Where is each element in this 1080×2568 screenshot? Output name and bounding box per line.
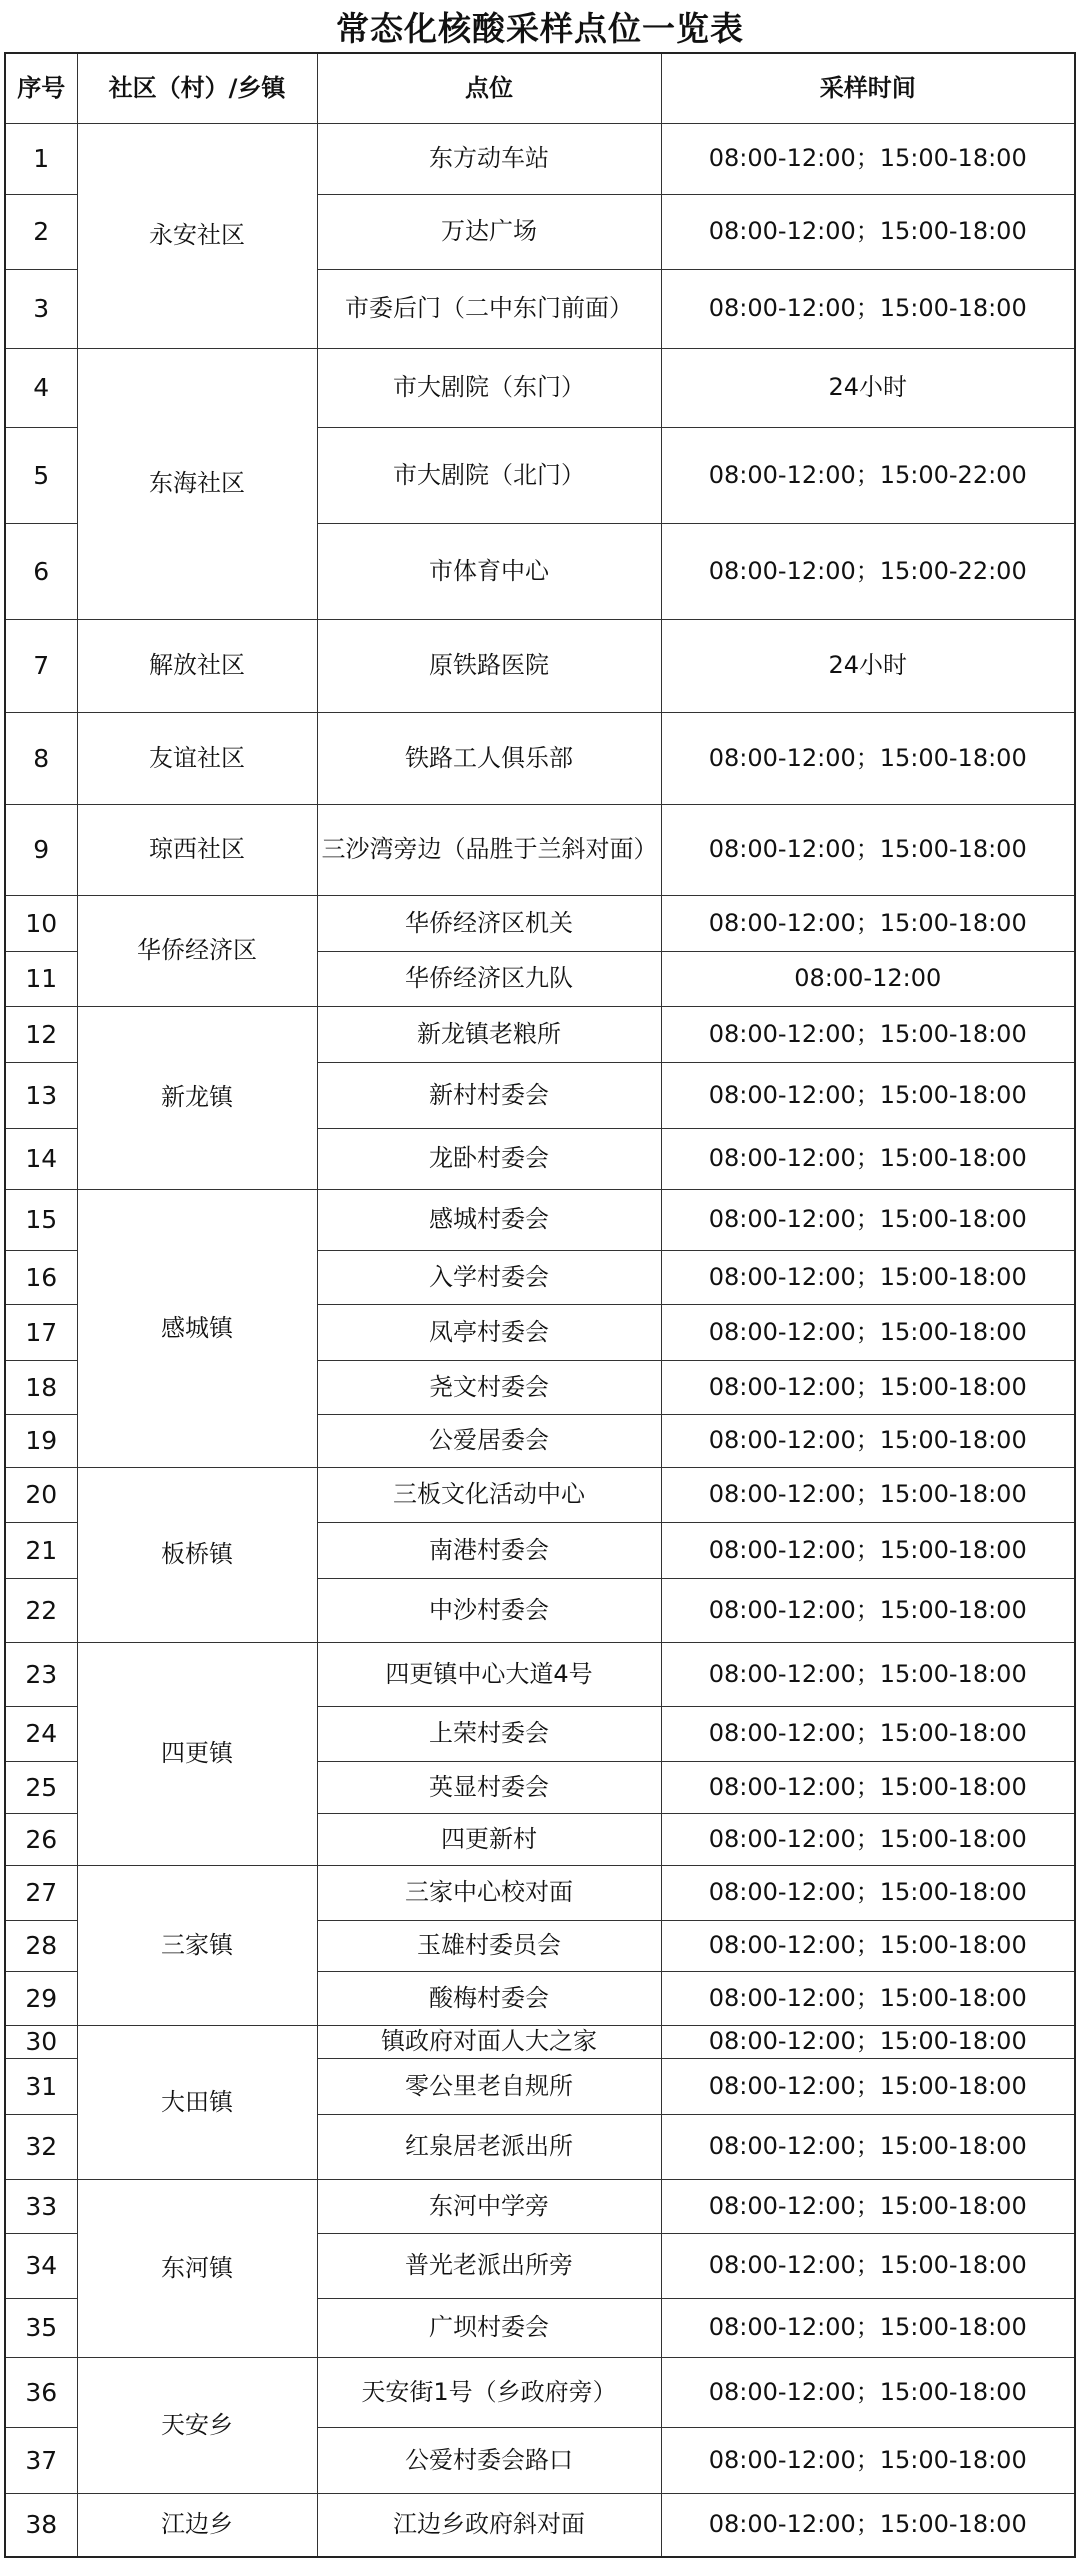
row-index: 26 bbox=[5, 1813, 77, 1865]
site-name: 凤亭村委会 bbox=[317, 1304, 661, 1360]
site-name: 上荣村委会 bbox=[317, 1706, 661, 1761]
site-name: 三家中心校对面 bbox=[317, 1865, 661, 1920]
table-header-row bbox=[5, 53, 1075, 123]
row-index: 29 bbox=[5, 1971, 77, 2025]
row-index: 22 bbox=[5, 1578, 77, 1642]
sampling-time: 08:00-12:00；15:00-18:00 bbox=[661, 1920, 1075, 1971]
site-name: 天安街1号（乡政府旁） bbox=[317, 2357, 661, 2427]
row-index: 38 bbox=[5, 2493, 77, 2557]
site-name: 广坝村委会 bbox=[317, 2298, 661, 2357]
row-index: 13 bbox=[5, 1062, 77, 1128]
sampling-time: 08:00-12:00；15:00-22:00 bbox=[661, 523, 1075, 619]
site-name: 铁路工人俱乐部 bbox=[317, 712, 661, 804]
sampling-time: 08:00-12:00；15:00-18:00 bbox=[661, 194, 1075, 269]
site-name: 三板文化活动中心 bbox=[317, 1467, 661, 1522]
community-name: 三家镇 bbox=[77, 1865, 317, 2025]
table-row bbox=[5, 2493, 1075, 2557]
row-index: 34 bbox=[5, 2233, 77, 2298]
community-name: 友谊社区 bbox=[77, 712, 317, 804]
sampling-time: 08:00-12:00；15:00-18:00 bbox=[661, 1467, 1075, 1522]
sampling-time: 08:00-12:00；15:00-18:00 bbox=[661, 2058, 1075, 2114]
site-name: 红泉居老派出所 bbox=[317, 2114, 661, 2179]
community-name: 永安社区 bbox=[77, 123, 317, 348]
site-name: 江边乡政府斜对面 bbox=[317, 2493, 661, 2557]
site-name: 酸梅村委会 bbox=[317, 1971, 661, 2025]
sampling-time: 24小时 bbox=[661, 348, 1075, 427]
sampling-time: 08:00-12:00；15:00-18:00 bbox=[661, 1250, 1075, 1304]
table-row bbox=[5, 1467, 1075, 1522]
row-index: 14 bbox=[5, 1128, 77, 1189]
row-index: 8 bbox=[5, 712, 77, 804]
site-name: 尧文村委会 bbox=[317, 1360, 661, 1414]
table-row bbox=[5, 1865, 1075, 1920]
row-index: 36 bbox=[5, 2357, 77, 2427]
site-name: 入学村委会 bbox=[317, 1250, 661, 1304]
sampling-time: 08:00-12:00；15:00-18:00 bbox=[661, 1062, 1075, 1128]
sampling-time: 08:00-12:00；15:00-18:00 bbox=[661, 712, 1075, 804]
sampling-time: 08:00-12:00；15:00-18:00 bbox=[661, 2493, 1075, 2557]
row-index: 35 bbox=[5, 2298, 77, 2357]
site-name: 公爱村委会路口 bbox=[317, 2427, 661, 2493]
site-name: 东河中学旁 bbox=[317, 2179, 661, 2233]
sampling-time: 08:00-12:00；15:00-18:00 bbox=[661, 1813, 1075, 1865]
table-row bbox=[5, 2179, 1075, 2233]
row-index: 9 bbox=[5, 804, 77, 895]
table-row bbox=[5, 1189, 1075, 1250]
row-index: 23 bbox=[5, 1642, 77, 1706]
row-index: 24 bbox=[5, 1706, 77, 1761]
site-name: 感城村委会 bbox=[317, 1189, 661, 1250]
community-name: 新龙镇 bbox=[77, 1006, 317, 1189]
page-title: 常态化核酸采样点位一览表 bbox=[336, 9, 744, 48]
community-name: 琼西社区 bbox=[77, 804, 317, 895]
sampling-time: 08:00-12:00；15:00-18:00 bbox=[661, 2025, 1075, 2058]
table-row bbox=[5, 619, 1075, 712]
site-name: 东方动车站 bbox=[317, 123, 661, 194]
row-index: 20 bbox=[5, 1467, 77, 1522]
community-name: 板桥镇 bbox=[77, 1467, 317, 1642]
site-name: 龙卧村委会 bbox=[317, 1128, 661, 1189]
sampling-time: 08:00-12:00；15:00-18:00 bbox=[661, 1360, 1075, 1414]
header-site: 点位 bbox=[317, 53, 661, 123]
site-name: 四更镇中心大道4号 bbox=[317, 1642, 661, 1706]
table-row bbox=[5, 1006, 1075, 1062]
row-index: 10 bbox=[5, 895, 77, 951]
row-index: 21 bbox=[5, 1522, 77, 1578]
row-index: 25 bbox=[5, 1761, 77, 1813]
table-row bbox=[5, 2357, 1075, 2427]
header-community: 社区（村）/乡镇 bbox=[77, 53, 317, 123]
site-name: 新村村委会 bbox=[317, 1062, 661, 1128]
row-index: 28 bbox=[5, 1920, 77, 1971]
community-name: 解放社区 bbox=[77, 619, 317, 712]
site-name: 四更新村 bbox=[317, 1813, 661, 1865]
sampling-time: 08:00-12:00；15:00-18:00 bbox=[661, 1522, 1075, 1578]
site-name: 华侨经济区机关 bbox=[317, 895, 661, 951]
sampling-time: 08:00-12:00；15:00-18:00 bbox=[661, 1706, 1075, 1761]
sampling-time: 08:00-12:00；15:00-18:00 bbox=[661, 2298, 1075, 2357]
sampling-time: 08:00-12:00；15:00-18:00 bbox=[661, 2114, 1075, 2179]
sampling-time: 08:00-12:00；15:00-22:00 bbox=[661, 427, 1075, 523]
row-index: 1 bbox=[5, 123, 77, 194]
community-name: 天安乡 bbox=[77, 2357, 317, 2493]
sampling-time: 08:00-12:00；15:00-18:00 bbox=[661, 2357, 1075, 2427]
site-name: 市大剧院（东门） bbox=[317, 348, 661, 427]
sampling-time: 08:00-12:00；15:00-18:00 bbox=[661, 1006, 1075, 1062]
row-index: 31 bbox=[5, 2058, 77, 2114]
sampling-time: 08:00-12:00；15:00-18:00 bbox=[661, 1971, 1075, 2025]
sampling-time: 08:00-12:00；15:00-18:00 bbox=[661, 1578, 1075, 1642]
sampling-time: 08:00-12:00；15:00-18:00 bbox=[661, 1304, 1075, 1360]
header-index: 序号 bbox=[5, 53, 77, 123]
row-index: 30 bbox=[5, 2025, 77, 2058]
row-index: 15 bbox=[5, 1189, 77, 1250]
sampling-time: 08:00-12:00；15:00-18:00 bbox=[661, 1189, 1075, 1250]
table-row bbox=[5, 123, 1075, 194]
row-index: 33 bbox=[5, 2179, 77, 2233]
sampling-time: 08:00-12:00；15:00-18:00 bbox=[661, 2427, 1075, 2493]
community-name: 江边乡 bbox=[77, 2493, 317, 2557]
site-name: 英显村委会 bbox=[317, 1761, 661, 1813]
table-row bbox=[5, 2025, 1075, 2058]
community-name: 东海社区 bbox=[77, 348, 317, 619]
site-name: 公爱居委会 bbox=[317, 1414, 661, 1467]
sampling-time: 08:00-12:00；15:00-18:00 bbox=[661, 1642, 1075, 1706]
site-name: 万达广场 bbox=[317, 194, 661, 269]
site-name: 原铁路医院 bbox=[317, 619, 661, 712]
site-name: 玉雄村委员会 bbox=[317, 1920, 661, 1971]
row-index: 3 bbox=[5, 269, 77, 348]
site-name: 镇政府对面人大之家 bbox=[317, 2025, 661, 2058]
table-row bbox=[5, 804, 1075, 895]
row-index: 6 bbox=[5, 523, 77, 619]
site-name: 南港村委会 bbox=[317, 1522, 661, 1578]
row-index: 12 bbox=[5, 1006, 77, 1062]
row-index: 16 bbox=[5, 1250, 77, 1304]
row-index: 11 bbox=[5, 951, 77, 1006]
community-name: 大田镇 bbox=[77, 2025, 317, 2179]
site-name: 市体育中心 bbox=[317, 523, 661, 619]
row-index: 2 bbox=[5, 194, 77, 269]
site-name: 普光老派出所旁 bbox=[317, 2233, 661, 2298]
table-row bbox=[5, 1642, 1075, 1706]
sampling-sites-table bbox=[4, 52, 1076, 2558]
row-index: 17 bbox=[5, 1304, 77, 1360]
sampling-time: 08:00-12:00 bbox=[661, 951, 1075, 1006]
site-name: 新龙镇老粮所 bbox=[317, 1006, 661, 1062]
sampling-time: 08:00-12:00；15:00-18:00 bbox=[661, 2233, 1075, 2298]
row-index: 4 bbox=[5, 348, 77, 427]
sampling-time: 08:00-12:00；15:00-18:00 bbox=[661, 1865, 1075, 1920]
table-row bbox=[5, 895, 1075, 951]
site-name: 市委后门（二中东门前面） bbox=[317, 269, 661, 348]
community-name: 感城镇 bbox=[77, 1189, 317, 1467]
row-index: 32 bbox=[5, 2114, 77, 2179]
site-name: 三沙湾旁边（品胜于兰斜对面） bbox=[317, 804, 661, 895]
sampling-time: 08:00-12:00；15:00-18:00 bbox=[661, 895, 1075, 951]
table-row bbox=[5, 348, 1075, 427]
site-name: 华侨经济区九队 bbox=[317, 951, 661, 1006]
sampling-time: 08:00-12:00；15:00-18:00 bbox=[661, 1414, 1075, 1467]
community-name: 东河镇 bbox=[77, 2179, 317, 2357]
site-name: 中沙村委会 bbox=[317, 1578, 661, 1642]
sampling-time: 08:00-12:00；15:00-18:00 bbox=[661, 804, 1075, 895]
community-name: 四更镇 bbox=[77, 1642, 317, 1865]
sampling-time: 08:00-12:00；15:00-18:00 bbox=[661, 1128, 1075, 1189]
header-time: 采样时间 bbox=[661, 53, 1075, 123]
sampling-time: 08:00-12:00；15:00-18:00 bbox=[661, 1761, 1075, 1813]
sampling-time: 08:00-12:00；15:00-18:00 bbox=[661, 269, 1075, 348]
row-index: 19 bbox=[5, 1414, 77, 1467]
row-index: 18 bbox=[5, 1360, 77, 1414]
sampling-time: 08:00-12:00；15:00-18:00 bbox=[661, 123, 1075, 194]
row-index: 7 bbox=[5, 619, 77, 712]
row-index: 27 bbox=[5, 1865, 77, 1920]
community-name: 华侨经济区 bbox=[77, 895, 317, 1006]
row-index: 37 bbox=[5, 2427, 77, 2493]
sampling-time: 24小时 bbox=[661, 619, 1075, 712]
site-name: 市大剧院（北门） bbox=[317, 427, 661, 523]
site-name: 零公里老自规所 bbox=[317, 2058, 661, 2114]
row-index: 5 bbox=[5, 427, 77, 523]
sampling-time: 08:00-12:00；15:00-18:00 bbox=[661, 2179, 1075, 2233]
table-row bbox=[5, 712, 1075, 804]
